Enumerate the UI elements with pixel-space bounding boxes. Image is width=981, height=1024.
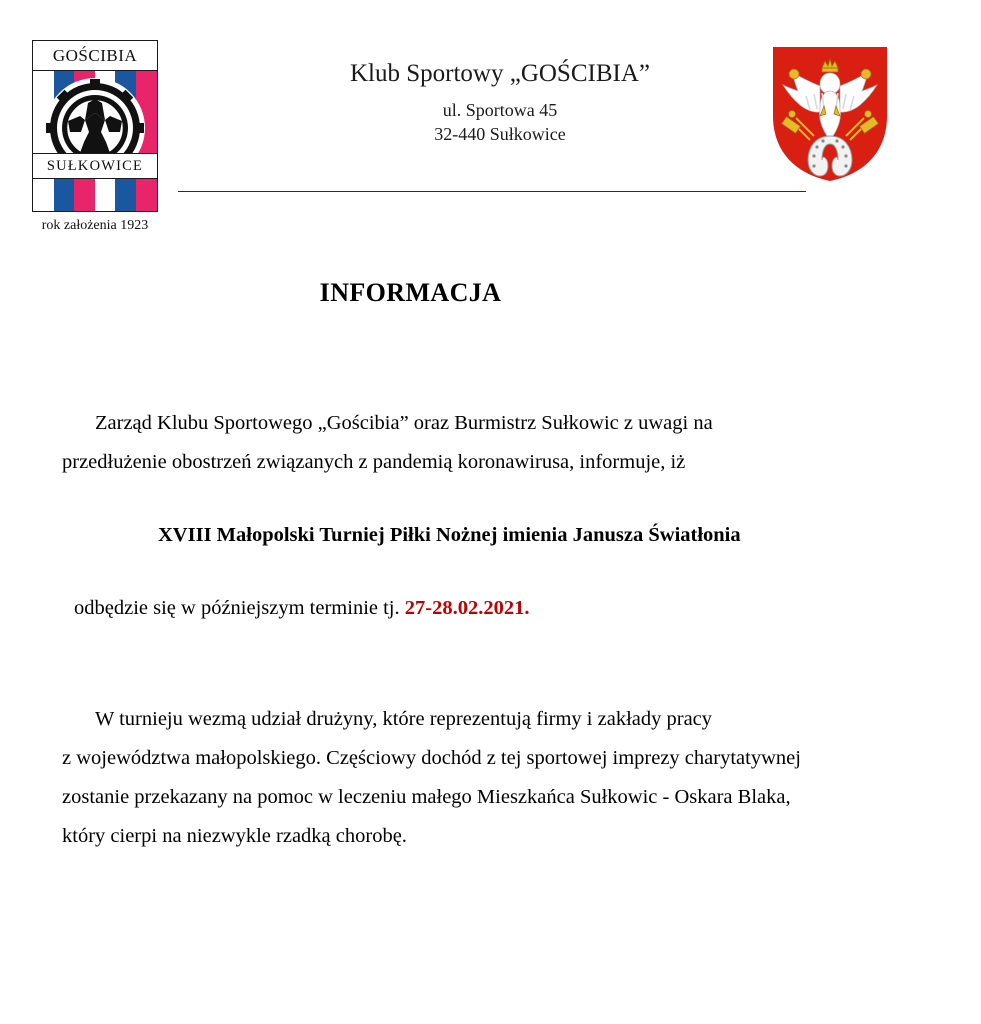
organization-city: 32-440 Sułkowice — [434, 123, 566, 144]
details-line-3: zostanie przekazany na pomoc w leczeniu małego Mieszkańca Sułkowic - Oskara Blaka, — [62, 786, 791, 808]
page-title-text: INFORMACJA — [319, 278, 502, 307]
organization-block — [240, 60, 760, 146]
event-date: 27-28.02.2021. — [404, 597, 530, 619]
document-body — [62, 404, 927, 856]
club-logo-bottom-text: SUŁKOWICE — [46, 157, 144, 174]
page-title — [0, 278, 981, 308]
club-logo-bottom-band — [33, 153, 157, 179]
club-logo-top-text: GOŚCIBIA — [52, 45, 138, 65]
header-divider — [178, 191, 806, 192]
tournament-name: XVIII Małopolski Turniej Piłki Nożnej imienia Janusza Światłonia — [158, 524, 741, 546]
details-line-2: z województwa małopolskiego. Częściowy dochód z tej sportowej imprezy charytatywnej — [62, 747, 801, 769]
intro-line-2: przedłużenie obostrzeń związanych z pandemią koronawirusa, informuje, iż — [62, 451, 686, 473]
club-logo-founded-text: rok założenia 1923 — [41, 218, 149, 233]
intro-paragraph — [62, 404, 927, 482]
club-logo-top-band — [33, 41, 157, 71]
date-prefix: odbędzie się w późniejszym terminie tj. — [74, 597, 405, 619]
document-header — [0, 0, 981, 260]
organization-street: ul. Sportowa 45 — [442, 99, 558, 120]
date-line — [62, 589, 927, 628]
details-paragraph — [62, 700, 927, 856]
club-logo-crest — [32, 40, 158, 212]
organization-name: Klub Sportowy „GOŚCIBIA” — [350, 60, 650, 87]
club-logo — [22, 40, 168, 250]
coat-of-arms-icon — [770, 44, 890, 184]
details-line-4: który cierpi na niezwykle rzadką chorobę. — [62, 825, 407, 847]
intro-line-1: Zarząd Klubu Sportowego „Gościbia” oraz Burmistrz Sułkowic z uwagi na — [95, 412, 713, 434]
details-line-1: W turnieju wezmą udział drużyny, które reprezentują firmy i zakłady pracy — [95, 708, 713, 730]
